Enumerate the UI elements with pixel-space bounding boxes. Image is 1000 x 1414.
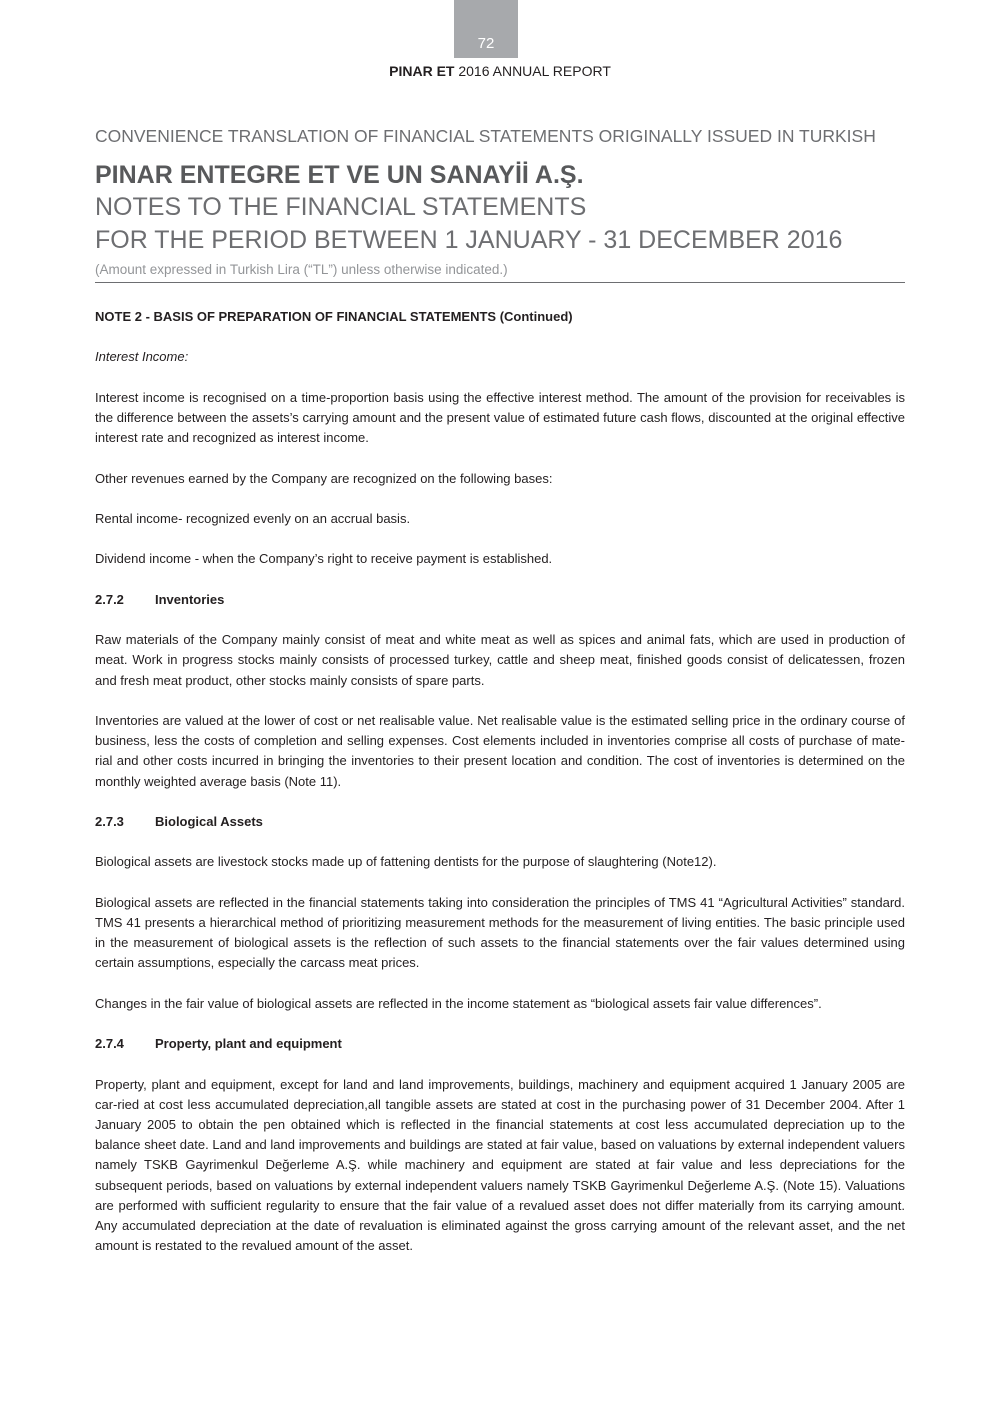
inventories-paragraph-2: Inventories are valued at the lower of cost or net realisable value. Net realisable value is the estimated selling price in the ordinary course of business, less the costs of completion and selling expenses. Cost elements included in inventories comprise all costs of purchase of mate-rial and other costs incurred in bringing the inventories to their present location and condition. The cost of inventories is determined on the monthly weighted average basis (Note 11). <box>95 712 905 789</box>
inventories-paragraph-1: Raw materials of the Company mainly consist of meat and white meat as well as spices and animal fats, which are used in production of meat. Work in progress stocks mainly consists of processed turkey, cattle and sheep meat, finished goods consist of delicatessen, frozen and fresh meat product, other stocks mainly consists of spare parts. <box>95 632 905 688</box>
section-number: 2.7.3 <box>95 813 124 829</box>
section-heading-property-plant-equipment <box>95 1034 905 1054</box>
section-heading-inventories <box>95 590 905 610</box>
interest-paragraph-4: Dividend income - when the Company’s right to receive payment is established. <box>95 551 553 567</box>
interest-paragraph-1: Interest income is recognised on a time-proportion basis using the effective interest method. The amount of the provision for receivables is the difference between the assets’s carrying amount and the present value of estimated future cash flows, discounted at the original effective interest rate and recognized as interest income. <box>95 389 905 446</box>
page-number: 72 <box>477 35 495 52</box>
interest-paragraph-3: Rental income- recognized evenly on an accrual basis. <box>95 510 411 526</box>
amount-note: (Amount expressed in Turkish Lira (“TL”) unless otherwise indicated.) <box>95 257 905 283</box>
interest-income-label: Interest Income: <box>95 349 189 365</box>
biological-paragraph-1: Biological assets are livestock stocks made up of fattening dentists for the purpose of slaughtering (Note12). <box>95 854 717 870</box>
notes-title: NOTES TO THE FINANCIAL STATEMENTS <box>95 193 587 221</box>
report-brand: PINAR ET <box>389 63 455 79</box>
biological-paragraph-2: Biological assets are reflected in the financial statements taking into consideration the principles of TMS 41 “Agricultural Activities” standard. TMS 41 presents a hierarchical method of prioritizing measurement methods for the measurement of living entities. The basic principle used in the measurement of biological assets is the reflection of such assets to the financial statements over the fair values determined using certain assumptions, especially the carcass meat prices. <box>95 894 905 971</box>
note-heading: NOTE 2 - BASIS OF PREPARATION OF FINANCIAL STATEMENTS (Continued) <box>95 309 573 324</box>
section-title: Biological Assets <box>155 813 263 829</box>
ppe-paragraph-1: Property, plant and equipment, except for land and land improvements, buildings, machinery and equipment acquired 1 January 2005 are car-ried at cost less accumulated depreciation,all tangible assets are stated at cost in the purchasing power of 31 December 2004. After 1 January 2005 to obtain the pen obtained which is reflected in the financial statements at cost less accumulated depreciation up to the balance sheet date. Land and land improvements and buildings are stated at fair value, based on valuations by external independent valuers namely TSKB Gayrimenkul Değerleme A.Ş. while machinery and equipment are stated at fair value and less depreciations for the subsequent periods, based on valuations by external independent valuers namely TSKB Gayrimenkul Değerleme A.Ş. (Note 15). Valuations are performed with sufficient regularity to ensure that the fair value of a revalued asset does not differ materially from its carrying amount. Any accumulated depreciation at the date of revaluation is eliminated against the gross carrying amount of the relevant asset, and the net amount is restated to the revalued amount of the asset. <box>95 1076 905 1254</box>
section-title: Inventories <box>155 591 225 607</box>
company-name: PINAR ENTEGRE ET VE UN SANAYİİ A.Ş. <box>95 161 584 189</box>
report-title <box>0 63 1000 79</box>
document-body <box>95 307 905 1277</box>
section-heading-biological-assets <box>95 812 905 832</box>
period-title: FOR THE PERIOD BETWEEN 1 JANUARY - 31 DECEMBER 2016 <box>95 226 843 254</box>
page-number-tab <box>454 0 518 58</box>
biological-paragraph-3: Changes in the fair value of biological assets are reflected in the income statement as “biological assets fair value differences”. <box>95 995 822 1011</box>
document-header <box>95 120 905 283</box>
section-number: 2.7.4 <box>95 1036 124 1052</box>
section-number: 2.7.2 <box>95 591 124 607</box>
interest-paragraph-2: Other revenues earned by the Company are recognized on the following bases: <box>95 470 553 486</box>
report-subtitle: 2016 ANNUAL REPORT <box>454 63 611 79</box>
section-title: Property, plant and equipment <box>155 1036 342 1052</box>
translation-line: CONVENIENCE TRANSLATION OF FINANCIAL STATEMENTS ORIGINALLY ISSUED IN TURKISH <box>95 126 876 146</box>
